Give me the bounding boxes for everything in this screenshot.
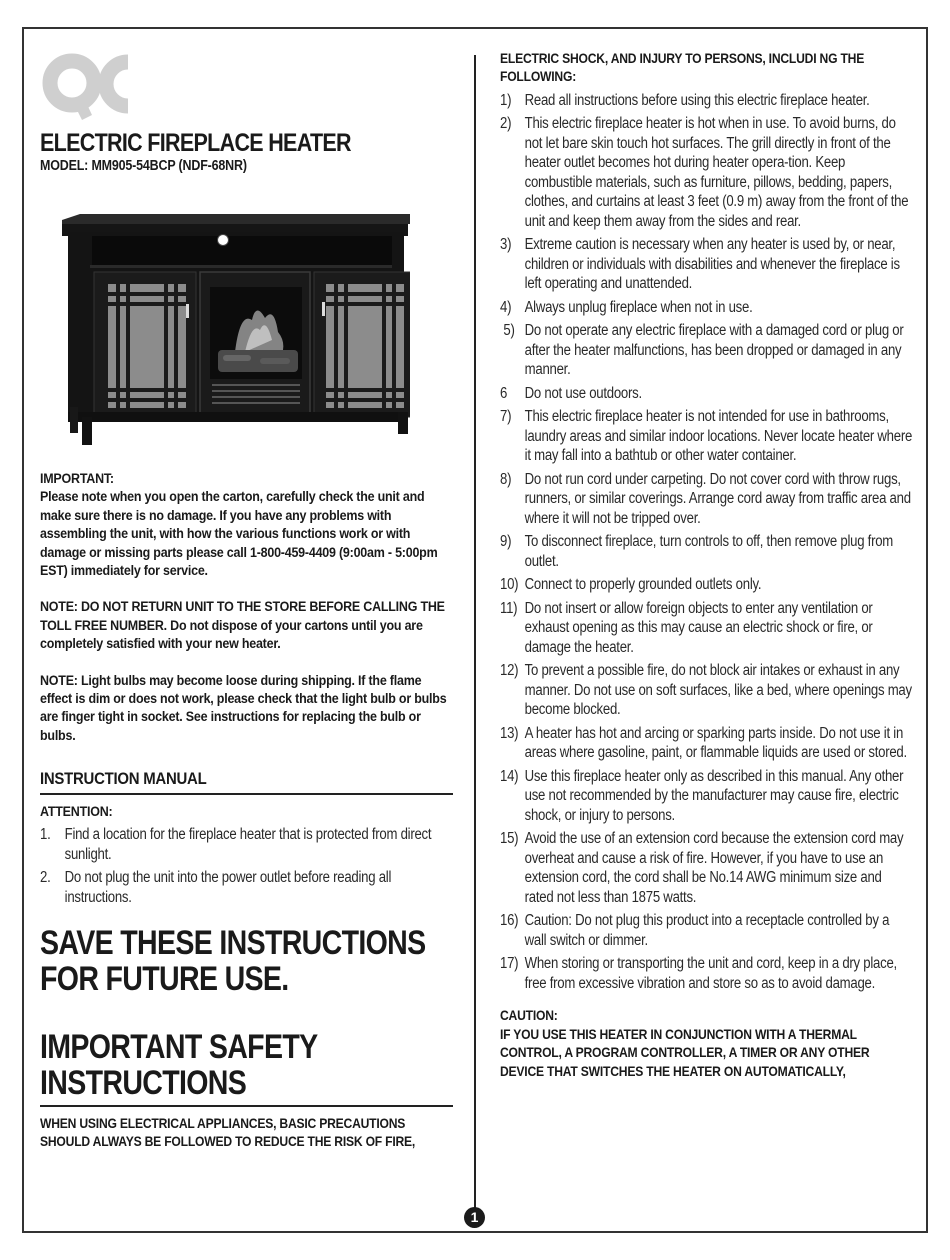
model-number: MODEL: MM905-54BCP (NDF-68NR) [40, 158, 247, 174]
list-item: 2) This electric fireplace heater is hot when in use. To avoid burns, do not let bare skin touch hot surfaces. The grill directly in front of the heater outlet becomes hot during heater opera-tion. Keep combustible materials, such as furniture, pillows, bedding, papers, clothes, and curtains at least 3 feet (0.9 m) away from the front of the unit and keep them away from the sides and rear. [500, 115, 909, 230]
caution-text: IF YOU USE THIS HEATER IN CONJUNCTION WITH A THERMAL CONTROL, A PROGRAM CONTROLLER, A TIMER OR ANY OTHER DEVICE THAT SWITCHES THE HEATER ON AUTOMATICALLY, [500, 1026, 870, 1079]
list-item: 1) Read all instructions before using this electric fireplace heater. [500, 91, 870, 109]
list-item: 5) Do not operate any electric fireplace with a damaged cord or plug or after the heater malfunctions, has been dropped or damaged in any manner. [503, 322, 904, 379]
list-item: 7) This electric fireplace heater is not intended for use in bathrooms, laundry areas and similar indoor locations. Never locate heater where it may fall into a bathtub or other water container. [500, 408, 913, 465]
list-item: 10) Connect to properly grounded outlets only. [500, 576, 762, 594]
page-number-badge: 1 [464, 1207, 485, 1228]
list-item: 3) Extreme caution is necessary when any heater is used by, or near, children or individuals with disabilities and whenever the fireplace is left operating and unattended. [500, 236, 900, 293]
list-item: 17) When storing or transporting the unit and cord, keep in a dry place, free from excessive vibration and store so as to avoid damage. [500, 955, 897, 992]
brand-logo-icon [42, 48, 137, 123]
list-item: 11) Do not insert or allow foreign objects to enter any ventilation or exhaust opening as this may cause an electric shock or fire, or damage the heater. [500, 599, 873, 656]
list-item: 1. Find a location for the fireplace heater that is protected from direct sunlight. [40, 826, 432, 863]
list-item: 15) Avoid the use of an extension cord because the extension cord may overheat and cause a risk of fire. However, if you have to use an extension cord, the cord shall be No.14 AWG minimum size and rated not less than 1875 watts. [500, 830, 904, 906]
column-divider [474, 55, 476, 1210]
list-item: 16) Caution: Do not plug this product into a receptacle controlled by a wall switch or dimmer. [500, 912, 890, 949]
note-light-bulbs: NOTE: Light bulbs may become loose during shipping. If the flame effect is dim or does not work, please check that the light bulb or bulbs are finger tight in socket. See instructions for replacing the bulb or bulbs. [40, 672, 447, 744]
safety-intro-right: ELECTRIC SHOCK, AND INJURY TO PERSONS, INCLUDI NG THE FOLLOWING: [500, 51, 865, 85]
list-item: 2. Do not plug the unit into the power outlet before reading all instructions. [40, 869, 392, 906]
right-column [500, 50, 915, 1081]
list-item: 9) To disconnect fireplace, turn controls to off, then remove plug from outlet. [500, 533, 894, 570]
section-rule [40, 1105, 453, 1107]
safety-heading: IMPORTANT SAFETY INSTRUCTIONS [40, 1028, 317, 1103]
safety-intro-left: WHEN USING ELECTRICAL APPLIANCES, BASIC PRECAUTIONS SHOULD ALWAYS BE FOLLOWED TO REDUCE THE RISK OF FIRE, [40, 1115, 416, 1150]
safety-list [500, 91, 915, 994]
note-return: NOTE: DO NOT RETURN UNIT TO THE STORE BEFORE CALLING THE TOLL FREE NUMBER. Do not dispose of your cartons until you are completely satisfied with your new heater. [40, 599, 445, 653]
section-rule [40, 793, 453, 795]
left-column [40, 40, 453, 1152]
important-label: IMPORTANT: [40, 471, 114, 487]
instruction-manual-heading: INSTRUCTION MANUAL [40, 769, 207, 789]
list-item: 13) A heater has hot and arcing or sparking parts inside. Do not use it in areas where gasoline, paint, or flammable liquids are used or stored. [500, 724, 907, 762]
document-title: ELECTRIC FIREPLACE HEATER [40, 129, 351, 157]
list-item: 6 Do not use outdoors. [500, 384, 642, 402]
important-text: Please note when you open the carton, carefully check the unit and make sure there is no damage. If you have any problems with assembling the unit, with how the various functions work or with damage or missing parts please call 1-800-459-4409 (9:00am - 5:00pm EST) immediately for service. [40, 489, 438, 580]
list-item: 8) Do not run cord under carpeting. Do not cover cord with throw rugs, runners, or similar coverings. Arrange cord away from traffic area and where it will not be tripped over. [500, 470, 911, 527]
list-item: 14) Use this fireplace heater only as described in this manual. Any other use not recommended by the manufacturer may cause fire, electric shock, or injury to persons. [500, 767, 904, 824]
attention-label: ATTENTION: [40, 803, 113, 820]
list-item: 4) Always unplug fireplace when not in use. [500, 298, 753, 316]
list-item: 12) To prevent a possible fire, do not block air intakes or exhaust in any manner. Do not use on soft surfaces, like a bed, where openings may become blocked. [500, 662, 912, 719]
attention-list [40, 825, 453, 907]
save-instructions-heading: SAVE THESE INSTRUCTIONS FOR FUTURE USE. [40, 924, 426, 999]
product-image [60, 202, 410, 442]
caution-label: CAUTION: [500, 1008, 558, 1024]
